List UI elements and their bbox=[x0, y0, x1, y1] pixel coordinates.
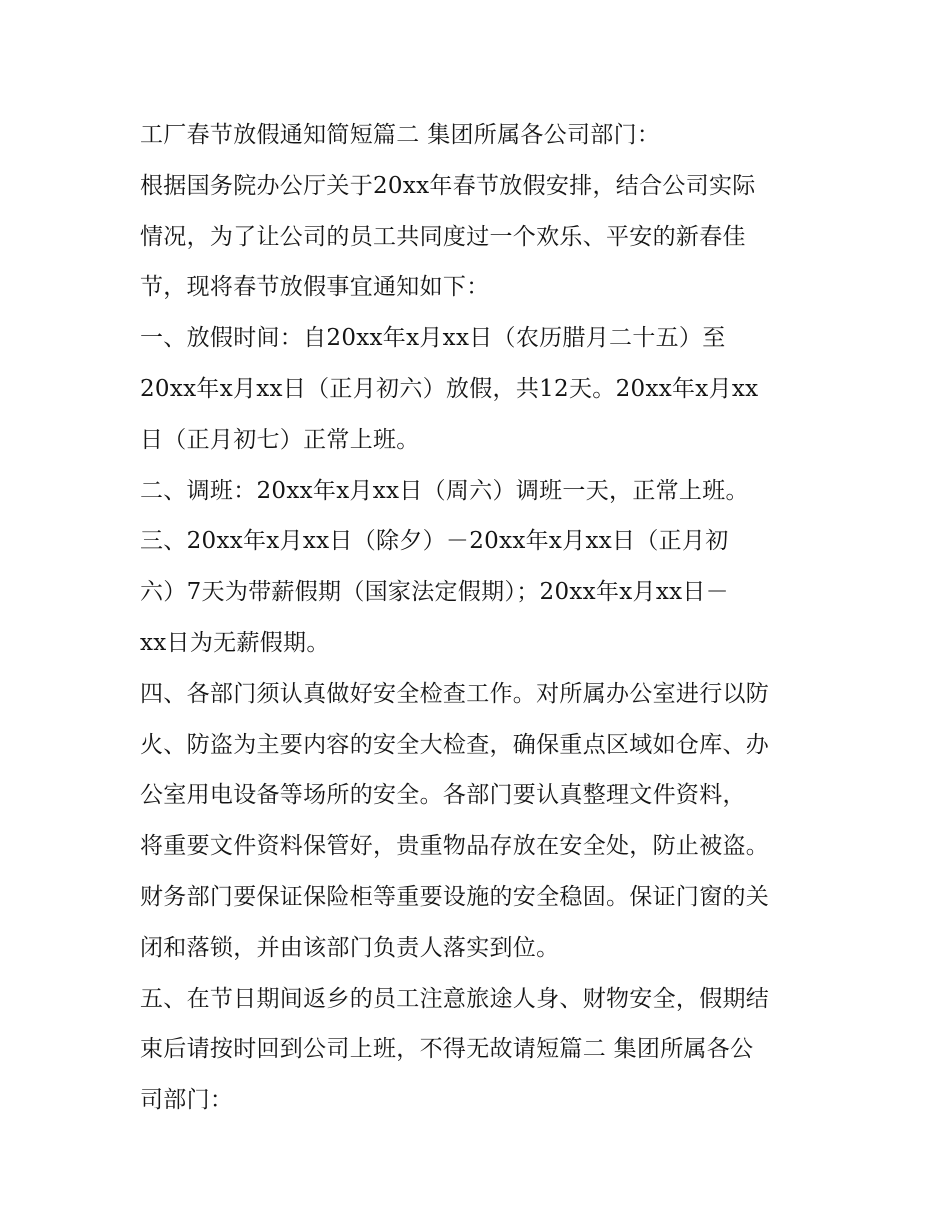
text-line: 将重要文件资料保管好，贵重物品存放在安全处，防止被盗。 bbox=[140, 833, 770, 860]
text-line: 束后请按时回到公司上班，不得无故请短篇二 集团所属各公 bbox=[140, 1036, 754, 1063]
text-line: xx日为无薪假期。 bbox=[140, 629, 330, 656]
text-line: 闭和落锁，并由该部门负责人落实到位。 bbox=[140, 934, 560, 961]
text-line: 公室用电设备等场所的安全。各部门要认真整理文件资料， bbox=[140, 782, 746, 809]
text-line: 根据国务院办公厅关于20xx年春节放假安排，结合公司实际 bbox=[140, 172, 756, 199]
section-two-line: 二、调班：20xx年x月xx日（周六）调班一天，正常上班。 bbox=[140, 477, 749, 504]
text-line: 20xx年x月xx日（正月初六）放假，共12天。20xx年x月xx bbox=[140, 375, 759, 402]
text-line: 司部门： bbox=[140, 1087, 234, 1114]
text-line: 六）7天为带薪假期（国家法定假期）；20xx年x月xx日－ bbox=[140, 579, 729, 606]
section-three-line: 三、20xx年x月xx日（除夕）－20xx年x月xx日（正月初 bbox=[140, 528, 729, 555]
text-line: 日（正月初七）正常上班。 bbox=[140, 426, 420, 453]
document-body bbox=[140, 110, 820, 1126]
text-line: 财务部门要保证保险柜等重要设施的安全稳固。保证门窗的关 bbox=[140, 883, 770, 910]
section-one-line: 一、放假时间：自20xx年x月xx日（农历腊月二十五）至 bbox=[140, 325, 726, 352]
section-five-line: 五、在节日期间返乡的员工注意旅途人身、财物安全，假期结 bbox=[140, 985, 770, 1012]
text-line: 节，现将春节放假事宜通知如下： bbox=[140, 274, 490, 301]
section-four-line: 四、各部门须认真做好安全检查工作。对所属办公室进行以防 bbox=[140, 680, 770, 707]
document-title-line: 工厂春节放假通知简短篇二 集团所属各公司部门： bbox=[140, 122, 661, 148]
text-line: 火、防盗为主要内容的安全大检查，确保重点区域如仓库、办 bbox=[140, 731, 770, 758]
text-line: 情况，为了让公司的员工共同度过一个欢乐、平安的新春佳 bbox=[140, 223, 746, 250]
